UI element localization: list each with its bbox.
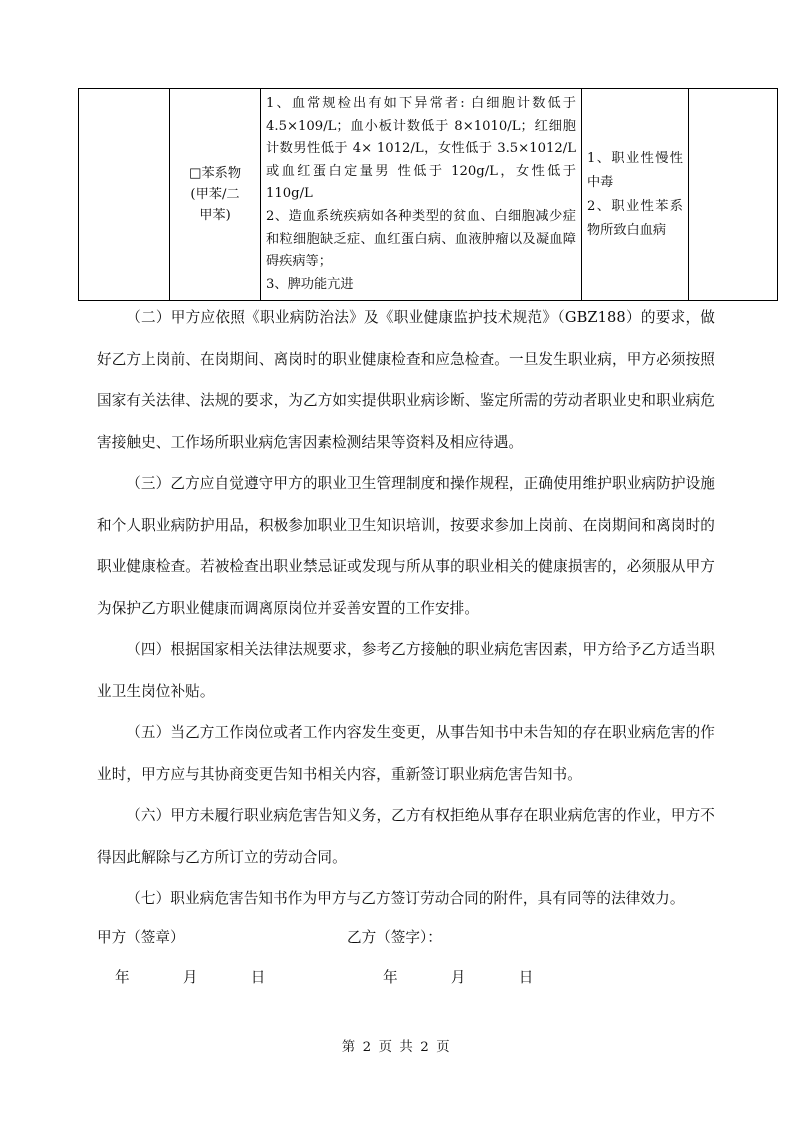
clause-paragraph-2: （二）甲方应依照《职业病防治法》及《职业健康监护技术规范》（GBZ188）的要求，做好乙方上岗前、在岗期间、离岗时的职业健康检查和应急检查。一旦发生职业病，甲方必须按照国家有关法律、法规的要求，为乙方如实提供职业病诊断、鉴定所需的劳动者职业史和职业病危害接触史、工作场所职业病危害因素检测结果等资料及相应待遇。	[97, 309, 715, 451]
table-row	[79, 89, 778, 301]
party-b-year-label: 年	[383, 969, 398, 986]
party-a-signature-label: 甲方（签章）	[97, 929, 185, 946]
page-footer: 第 2 页 共 2 页	[341, 1040, 452, 1055]
signature-date-row	[97, 958, 715, 998]
clause-paragraph-3: （三）乙方应自觉遵守甲方的职业卫生管理制度和操作规程，正确使用维护职业病防护设施和个人职业病防护用品，积极参加职业卫生知识培训，按要求参加上岗前、在岗期间和离岗时的职业健康检查。若被检查出职业禁忌证或发现与所从事的职业相关的健康损害的，必须服从甲方为保护乙方职业健康而调离原岗位并妥善安置的工作安排。	[97, 475, 715, 617]
clause-paragraph-7: （七）职业病危害告知书作为甲方与乙方签订劳动合同的附件，具有同等的法律效力。	[126, 890, 685, 907]
party-b-month-label: 月	[450, 969, 466, 986]
document-body	[97, 297, 715, 920]
hazard-cell-diseases	[582, 89, 689, 301]
hazard-cell-factor-category	[79, 89, 170, 301]
party-a-year-label: 年	[115, 969, 130, 986]
clause-paragraph-4: （四）根据国家相关法律法规要求，参考乙方接触的职业病危害因素，甲方给予乙方适当职业卫生岗位补贴。	[97, 641, 715, 700]
party-a-day-label: 日	[250, 969, 266, 986]
contraindication-item-2: 2、造血系统疾病如各种类型的贫血、白细胞减少症和粒细胞缺乏症、血红蛋白病、血液肿瘤以及凝血障碍疾病等；	[266, 208, 576, 270]
party-a-date-line	[97, 958, 365, 998]
substance-line-3: 甲苯)	[199, 208, 231, 224]
hazard-cell-substance	[170, 89, 261, 301]
hazard-table-container	[78, 88, 726, 301]
substance-line-2: (甲苯/二	[190, 187, 240, 203]
signature-label-row	[97, 918, 715, 958]
party-b-day-label: 日	[518, 969, 534, 986]
contraindication-item-1: 1、血常规检出有如下异常者: 白细胞计数低于 4.5×109/L；血小板计数低于 8×1010/L；红细胞计数男性低于 4× 1012/L，女性低于 3.5×1012/L 或血红蛋白定量男 性低于 120g/L，女性低于 110g/L	[266, 96, 581, 202]
contraindication-item-3: 3、脾功能亢进	[266, 276, 354, 292]
clause-paragraph-6: （六）甲方未履行职业病危害告知义务，乙方有权拒绝从事存在职业病危害的作业，甲方不得因此解除与乙方所订立的劳动合同。	[97, 807, 715, 866]
occupational-hazard-table	[78, 88, 778, 301]
party-b-date-line	[365, 958, 683, 998]
hazard-cell-remarks	[689, 89, 778, 301]
disease-item-2: 2、职业性苯系物所致白血病	[587, 198, 683, 238]
party-a-month-label: 月	[182, 969, 198, 986]
party-b-signature-label: 乙方（签字）：	[347, 929, 442, 946]
hazard-cell-contraindications	[261, 89, 582, 301]
substance-line-1: □苯系物	[188, 166, 242, 182]
clause-paragraph-5: （五）当乙方工作岗位或者工作内容发生变更，从事告知书中未告知的存在职业病危害的作业时，甲方应与其协商变更告知书相关内容，重新签订职业病危害告知书。	[97, 724, 715, 783]
disease-item-1: 1、职业性慢性中毒	[587, 150, 683, 190]
signature-block	[97, 918, 715, 998]
